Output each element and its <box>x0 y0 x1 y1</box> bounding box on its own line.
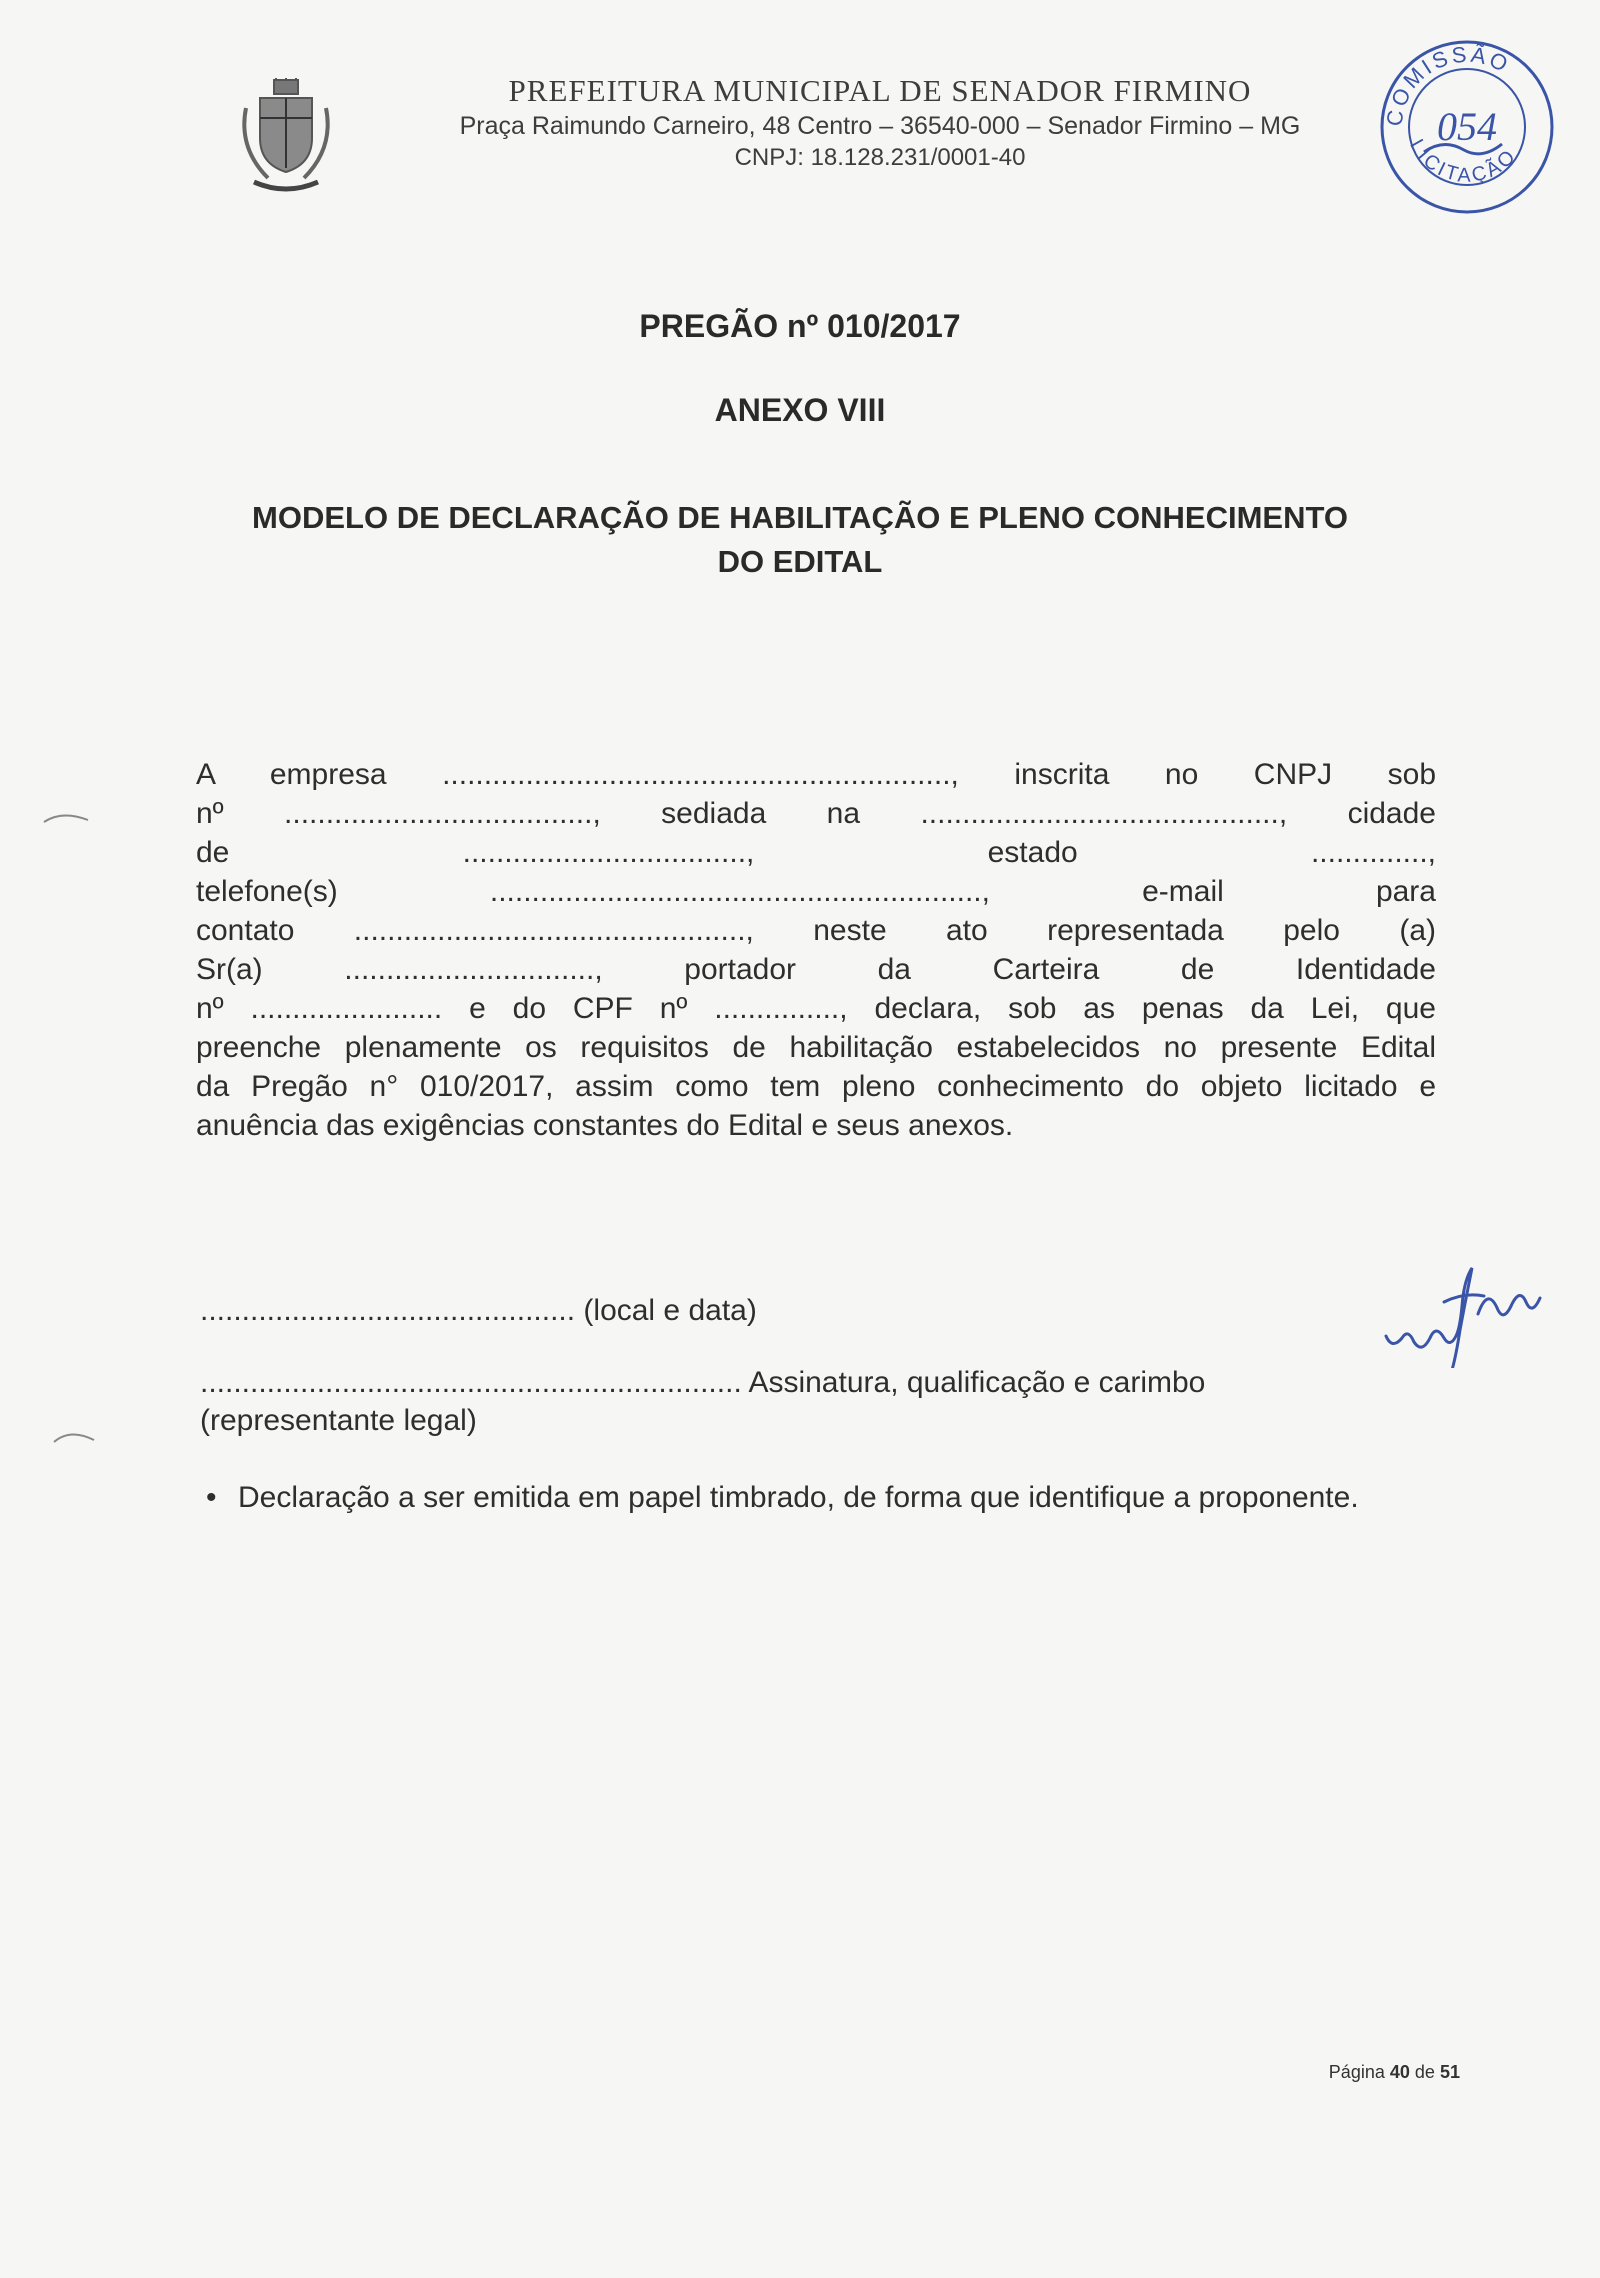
paragraph-line: telefone(s) ..........................................................., e-mail para <box>196 875 1436 908</box>
declaration-paragraph <box>196 755 1436 1145</box>
pregao-title: PREGÃO nº 010/2017 <box>639 308 961 344</box>
scan-mark-icon <box>42 808 92 828</box>
stamp-number: 054 <box>1437 104 1497 149</box>
page-footer <box>1300 2062 1460 2083</box>
municipal-crest-icon <box>236 78 336 196</box>
paragraph-line: anuência das exigências constantes do Edital e seus anexos. <box>196 1109 1014 1142</box>
anexo-title: ANEXO VIII <box>714 392 886 428</box>
of-label: de <box>1414 2062 1435 2082</box>
paragraph-line: A empresa ............................................................., inscrita no CNPJ sob <box>196 758 1436 791</box>
total-pages: 51 <box>1439 2062 1460 2082</box>
scan-mark-icon <box>52 1426 96 1446</box>
note-text: Declaração a ser emitida em papel timbrado, de forma que identifique a proponente. <box>238 1481 1359 1514</box>
signature-block <box>200 1364 1300 1440</box>
signature-line: ................................................................. Assinatura, qualificação e carimbo <box>200 1366 1206 1399</box>
paragraph-line: Sr(a) .............................., portador da Carteira de Identidade <box>196 953 1436 986</box>
modelo-title-line2: DO EDITAL <box>717 544 883 579</box>
bullet: • <box>206 1481 217 1514</box>
stamp-top-text: COMISSÃO <box>1381 41 1515 128</box>
modelo-title-line1: MODELO DE DECLARAÇÃO DE HABILITAÇÃO E PLENO CONHECIMENTO <box>252 500 1348 535</box>
paragraph-line: de .................................., estado .............., <box>196 836 1436 869</box>
handwritten-rubric-icon <box>1382 1258 1562 1368</box>
note <box>206 1478 1442 1518</box>
paragraph-line: nº ....................................., sediada na ..........................................., cidade <box>196 797 1436 830</box>
paragraph-line: contato ..............................................., neste ato representada pelo (a) <box>196 914 1436 947</box>
legal-representative-label: (representante legal) <box>200 1404 477 1437</box>
paragraph-line: da Pregão n° 010/2017, assim como tem pleno conhecimento do objeto licitado e <box>196 1070 1436 1103</box>
commission-stamp <box>1372 32 1562 222</box>
org-cnpj: CNPJ: 18.128.231/0001-40 <box>734 144 1026 171</box>
local-date-line: ............................................. (local e data) <box>200 1294 757 1327</box>
org-name: PREFEITURA MUNICIPAL DE SENADOR FIRMINO <box>508 73 1252 108</box>
stamp-bottom-text: LICITAÇÃO <box>1405 135 1522 187</box>
modelo-title <box>200 496 1400 584</box>
letterhead <box>400 72 1360 174</box>
page-label: Página <box>1328 2062 1385 2082</box>
page-number: 40 <box>1389 2062 1410 2082</box>
org-address: Praça Raimundo Carneiro, 48 Centro – 36540-000 – Senador Firmino – MG <box>459 112 1301 140</box>
paragraph-line: nº ....................... e do CPF nº ..............., declara, sob as penas da Lei, que <box>196 992 1436 1025</box>
paragraph-line: preenche plenamente os requisitos de habilitação estabelecidos no presente Edital <box>196 1031 1436 1064</box>
